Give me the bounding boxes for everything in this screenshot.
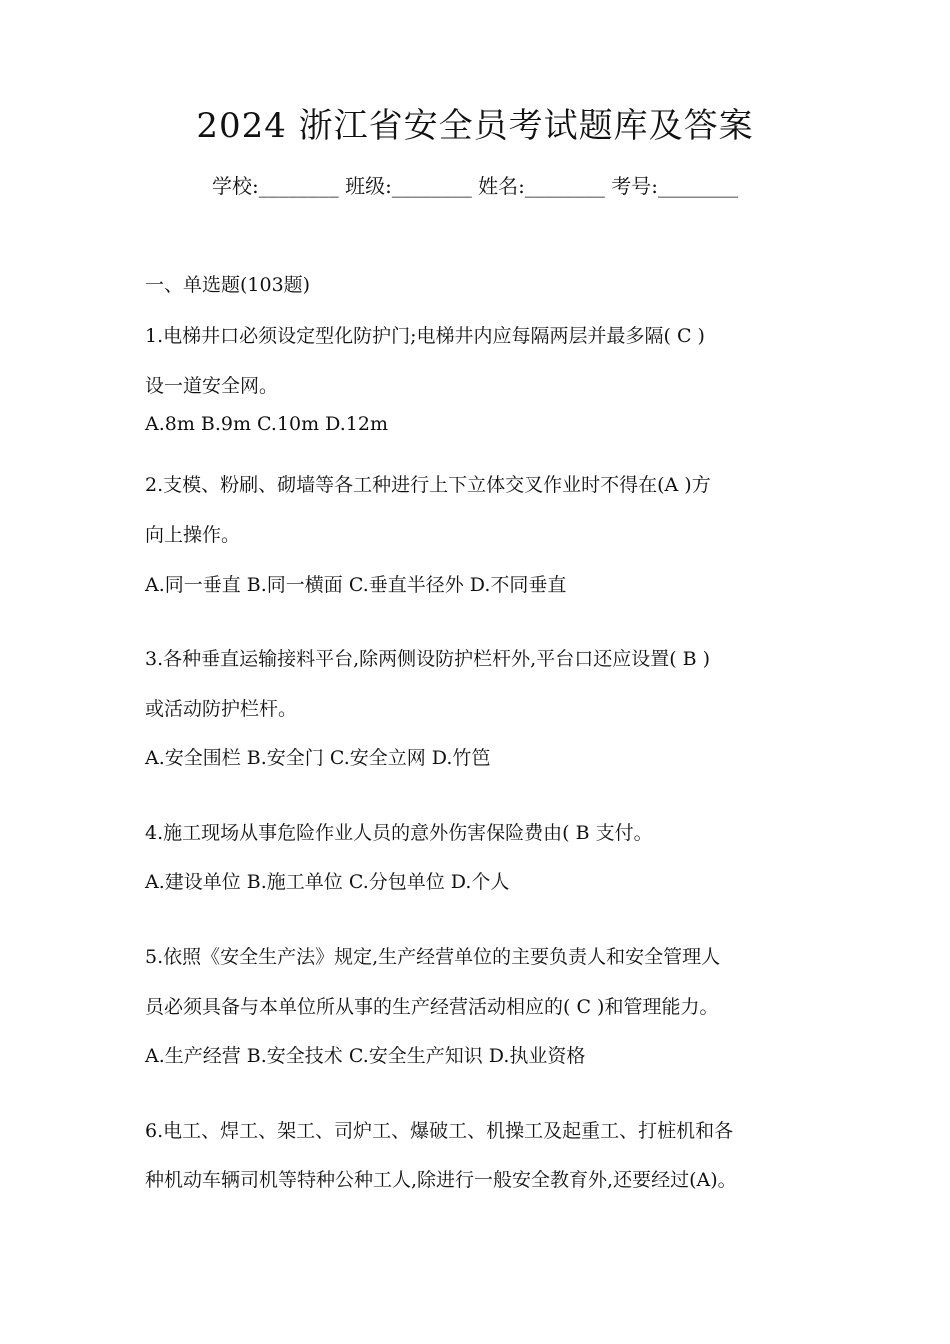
question-6-stem-line-1: 6.电工、焊工、架工、司炉工、爆破工、机操工及起重工、打桩机和各	[145, 1120, 734, 1142]
question-5-stem-line-1: 5.依照《安全生产法》规定,生产经营单位的主要负责人和安全管理人	[145, 946, 721, 968]
question-5-options: A.生产经营 B.安全技术 C.安全生产知识 D.执业资格	[145, 1045, 586, 1067]
student-info-fields: 学校:________ 班级:________ 姓名:________ 考号:________	[211, 174, 739, 198]
question-2-stem-line-1: 2.支模、粉刷、砌墙等各工种进行上下立体交叉作业时不得在(A )方	[145, 474, 711, 496]
question-6-stem-line-2: 种机动车辆司机等特种公种工人,除进行一般安全教育外,还要经过(A)。	[145, 1169, 737, 1191]
section-heading: 一、单选题(103题)	[145, 274, 311, 296]
question-3-stem-line-1: 3.各种垂直运输接料平台,除两侧设防护栏杆外,平台口还应设置( B )	[145, 648, 711, 670]
question-4-stem-line-1: 4.施工现场从事危险作业人员的意外伤害保险费由( B 支付。	[145, 822, 653, 844]
question-2-options: A.同一垂直 B.同一横面 C.垂直半径外 D.不同垂直	[145, 574, 567, 596]
question-5-stem-line-2: 员必须具备与本单位所从事的生产经营活动相应的( C )和管理能力。	[145, 996, 719, 1018]
question-1-options: A.8m B.9m C.10m D.12m	[145, 413, 388, 435]
question-1-stem-line-1: 1.电梯井口必须设定型化防护门;电梯井内应每隔两层并最多隔( C )	[145, 325, 705, 347]
question-4-options: A.建设单位 B.施工单位 C.分包单位 D.个人	[145, 871, 510, 893]
document-title: 2024 浙江省安全员考试题库及答案	[196, 106, 754, 146]
question-3-options: A.安全围栏 B.安全门 C.安全立网 D.竹笆	[145, 747, 491, 769]
question-3-stem-line-2: 或活动防护栏杆。	[145, 698, 298, 720]
student-info-line	[0, 170, 950, 202]
question-2-stem-line-2: 向上操作。	[145, 524, 241, 546]
question-1-stem-line-2: 设一道安全网。	[145, 375, 279, 397]
